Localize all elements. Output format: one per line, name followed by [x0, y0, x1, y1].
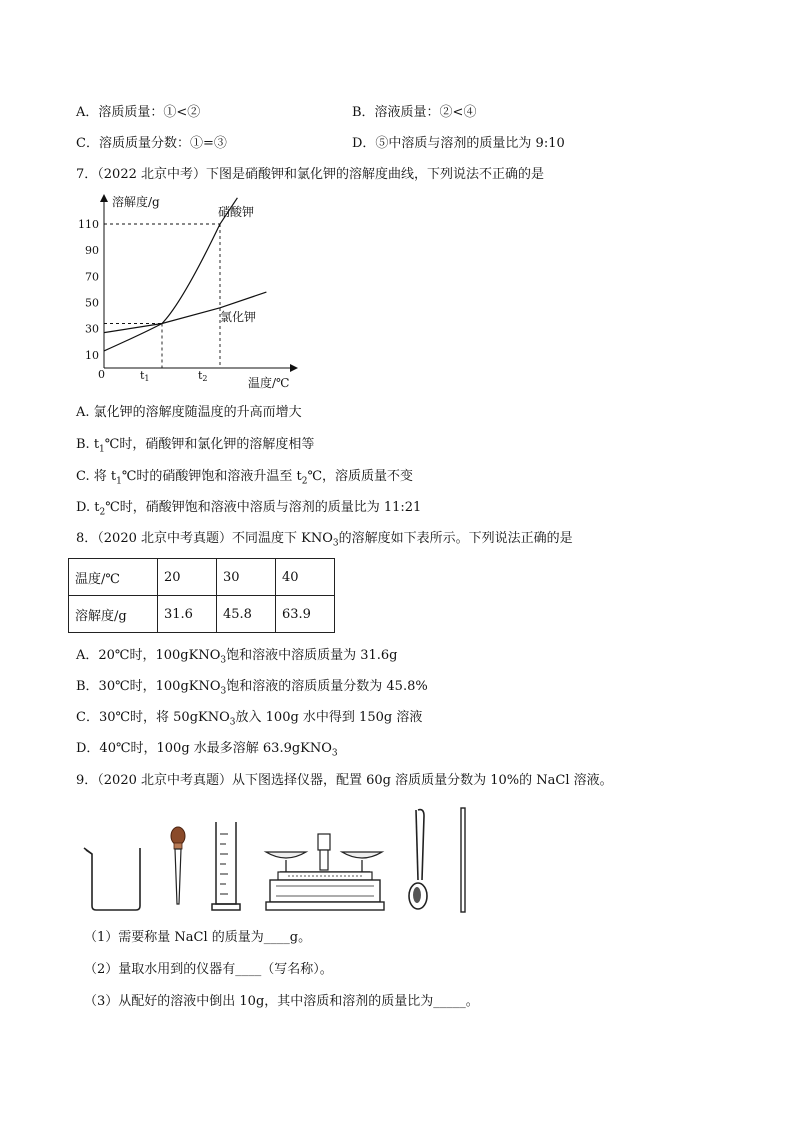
dropper-icon	[171, 827, 185, 904]
q6-option-c: C．溶质质量分数：①=③	[76, 136, 227, 151]
solubility-table	[68, 558, 335, 633]
table-cell: 20	[158, 559, 217, 596]
table-cell: 63.9	[276, 596, 335, 633]
q8-option-a: A．20℃时，100gKNO$_3$饱和溶液中溶质质量为 31.6g	[76, 648, 398, 666]
q6-option-a: A．溶质质量：①<②	[76, 105, 201, 120]
solubility-chart	[70, 190, 310, 395]
q7-stem: 7．（2022 北京中考）下图是硝酸钾和氯化钾的溶解度曲线，下列说法不正确的是	[76, 167, 544, 182]
q8-stem: 8．（2020 北京中考真题）不同温度下 $KNO_3$的溶解度如下表所示。下列说法正确的是	[76, 531, 573, 549]
q7-option-d: D. $t_2℃$时，硝酸钾饱和溶液中溶质与溶剂的质量比为 11:21	[76, 500, 422, 518]
q7-option-a: A. 氯化钾的溶解度随温度的升高而增大	[76, 405, 302, 420]
q9-stem: 9．（2020 北京中考真题）从下图选择仪器，配置 60g 溶质质量分数为 10%的 NaCl 溶液。	[76, 773, 613, 788]
q8-option-d: D．40℃时，100g 水最多溶解 63.9gKNO$_3$	[76, 741, 338, 759]
beaker-icon	[84, 848, 140, 910]
q9-subquestion-3: （3）从配好的溶液中倒出 10g，其中溶质和溶剂的质量比为_____。	[84, 994, 479, 1009]
q6-option-d: D．⑤中溶质与溶剂的质量比为 9:10	[352, 136, 565, 151]
origin-label: 0	[98, 368, 105, 381]
q9-subquestion-1: （1）需要称量 NaCl 的质量为____g。	[84, 930, 312, 945]
y-tick-label: 50	[85, 296, 99, 310]
table-cell: 31.6	[158, 596, 217, 633]
table-row	[69, 596, 335, 633]
table-cell: 30	[217, 559, 276, 596]
medicine-spoon-icon	[409, 810, 427, 909]
table-row	[69, 559, 335, 596]
y-axis-label: 溶解度/g	[112, 195, 160, 209]
q7-option-c: C. 将 $t_1℃$时的硝酸钾饱和溶液升温至 $t_2℃$，溶质质量不变	[76, 469, 414, 487]
q6-option-b: B．溶液质量：②<④	[352, 105, 477, 120]
series-label-kcl: 氯化钾	[220, 310, 257, 324]
table-cell: 40	[276, 559, 335, 596]
y-tick-label: 70	[85, 270, 99, 284]
graduated-cylinder-icon	[212, 822, 240, 910]
table-cell: 溶解度/g	[69, 596, 158, 633]
q7-option-b: B. $t_1℃$时，硝酸钾和氯化钾的溶解度相等	[76, 437, 315, 455]
glass-rod-icon	[461, 808, 465, 912]
table-cell: 温度/℃	[69, 559, 158, 596]
table-cell: 45.8	[217, 596, 276, 633]
y-tick-label: 90	[85, 244, 99, 258]
series-label-kno3: 硝酸钾	[218, 205, 255, 219]
y-tick-label: 110	[78, 218, 99, 231]
x-tick-t2: t2	[198, 369, 208, 383]
q8-option-b: B．30℃时，100gKNO$_3$饱和溶液的溶质质量分数为 45.8%	[76, 679, 428, 697]
y-tick-label: 10	[85, 348, 99, 362]
series-line-kno3	[104, 198, 237, 351]
q9-subquestion-2: （2）量取水用到的仪器有____（写名称）。	[84, 962, 333, 977]
lab-instruments-figure	[80, 800, 480, 918]
q8-option-c: C．30℃时，将 50gKNO$_3$放入 100g 水中得到 150g 溶液	[76, 710, 423, 728]
balance-scale-icon	[266, 834, 384, 910]
x-axis-label: 温度/℃	[248, 376, 290, 390]
x-tick-t1: t1	[140, 369, 150, 383]
y-tick-label: 30	[85, 322, 99, 336]
